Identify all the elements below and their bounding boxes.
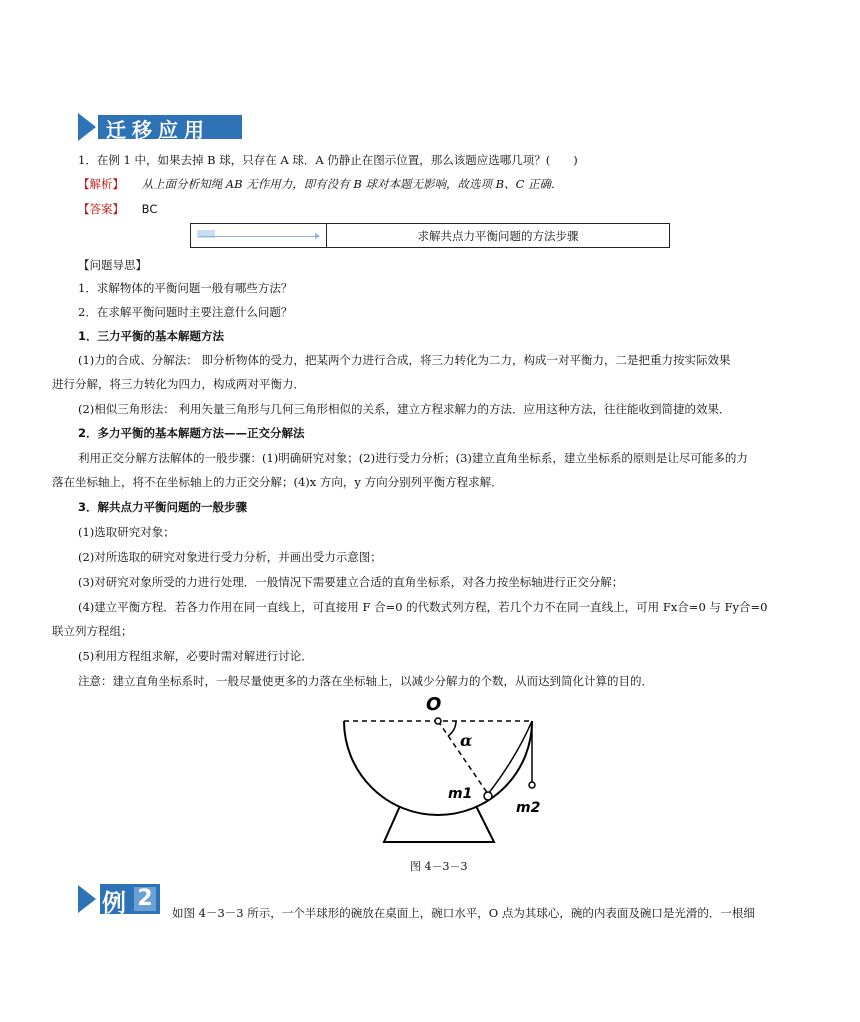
label-o: O: [426, 694, 442, 715]
s2-heading: 2．多力平衡的基本解题方法——正交分解法: [78, 426, 305, 440]
banner-title: 迁移应用: [106, 118, 210, 142]
s2-p1b: 落在坐标轴上，将不在坐标轴上的力正交分解；(4)x 方向，y 方向分别列平衡方程求解．: [52, 475, 503, 489]
bowl-figure: [330, 690, 550, 850]
answer-line: [78, 201, 157, 217]
label-m2: m2: [516, 800, 541, 816]
analysis-label: 【解析】: [78, 177, 124, 191]
s3-note: 注意：建立直角坐标系时，一般尽量使更多的力落在坐标轴上，以减少分解力的个数，从而达到简化计算的目的．: [78, 674, 653, 688]
section-title: 求解共点力平衡问题的方法步骤: [417, 229, 579, 243]
mass-m2: [529, 782, 535, 788]
s1-p1b: 进行分解，将三力转化为四力，构成两对平衡力．: [52, 377, 305, 391]
banner-arrow-icon: [78, 113, 96, 141]
section-banner: [78, 113, 242, 141]
mass-m1: [484, 792, 492, 800]
bowl-arc: [344, 721, 532, 815]
guide-question-2: 2．在求解平衡问题时主要注意什么问题？: [78, 305, 293, 319]
decor-cell: [191, 224, 327, 247]
s1-p2: (2)相似三角形法： 利用矢量三角形与几何三角形相似的关系，建立方程求解力的方法．应用这种方法，往往能收到简捷的效果．: [78, 402, 731, 416]
figure-caption: 图 4－3－3: [410, 860, 468, 873]
s3-step-4a: (4)建立平衡方程．若各力作用在同一直线上，可直接用 F 合=0 的代数式列方程，若几个力不在同一直线上，可用 Fx合=0 与 Fy合=0: [78, 600, 768, 614]
question-1: 1．在例 1 中，如果去掉 B 球，只存在 A 球．A 仍静止在图示位置，那么该题应选哪几项？( ): [78, 153, 578, 167]
example-text: 如图 4－3－3 所示，一个半球形的碗放在桌面上，碗口水平，O 点为其球心，碗的内表面及碗口是光滑的．一根细: [172, 906, 755, 920]
s3-step-3: (3)对研究对象所受的力进行处理．一般情况下需要建立合适的直角坐标系，对各力按坐标轴进行正交分解；: [78, 575, 624, 589]
s3-step-5: (5)利用方程组求解，必要时需对解进行讨论．: [78, 649, 313, 663]
guide-question-1: 1．求解物体的平衡问题一般有哪些方法？: [78, 281, 293, 295]
s1-p1a: (1)力的合成、分解法： 即分析物体的受力，把某两个力进行合成，将三力转化为二力，构成一对平衡力，二是把重力按实际效果: [78, 353, 731, 367]
example-arrow-icon: [78, 885, 96, 913]
example-label: 例: [102, 889, 126, 917]
analysis-line: [78, 176, 563, 192]
s2-p1a: 利用正交分解方法解体的一般步骤：(1)明确研究对象；(2)进行受力分析；(3)建立直角坐标系，建立坐标系的原则是让尽可能多的力: [78, 451, 748, 465]
example-number: 2: [134, 887, 156, 911]
label-m1: m1: [448, 786, 473, 802]
example-badge: [78, 884, 162, 917]
answer-text: BC: [141, 202, 158, 216]
bowl-stand: [384, 806, 494, 842]
decor-arrow-icon: [315, 233, 320, 239]
s1-heading: 1．三力平衡的基本解题方法: [78, 329, 225, 343]
analysis-text: 从上面分析知绳 AB 无作用力，即有没有 B 球对本题无影响，故选项 B、C 正确．: [141, 177, 563, 191]
s3-step-4b: 联立列方程组；: [52, 624, 133, 638]
label-alpha: α: [460, 731, 473, 750]
angle-arc: [448, 721, 456, 736]
answer-label: 【答案】: [78, 202, 124, 216]
s3-heading: 3．解共点力平衡问题的一般步骤: [78, 500, 247, 514]
s3-step-2: (2)对所选取的研究对象进行受力分析，并画出受力示意图；: [78, 550, 382, 564]
center-point: [435, 718, 441, 724]
section-title-table: [190, 223, 670, 248]
guide-heading: 【问题导思】: [78, 258, 147, 272]
s3-step-1: (1)选取研究对象；: [78, 525, 175, 539]
